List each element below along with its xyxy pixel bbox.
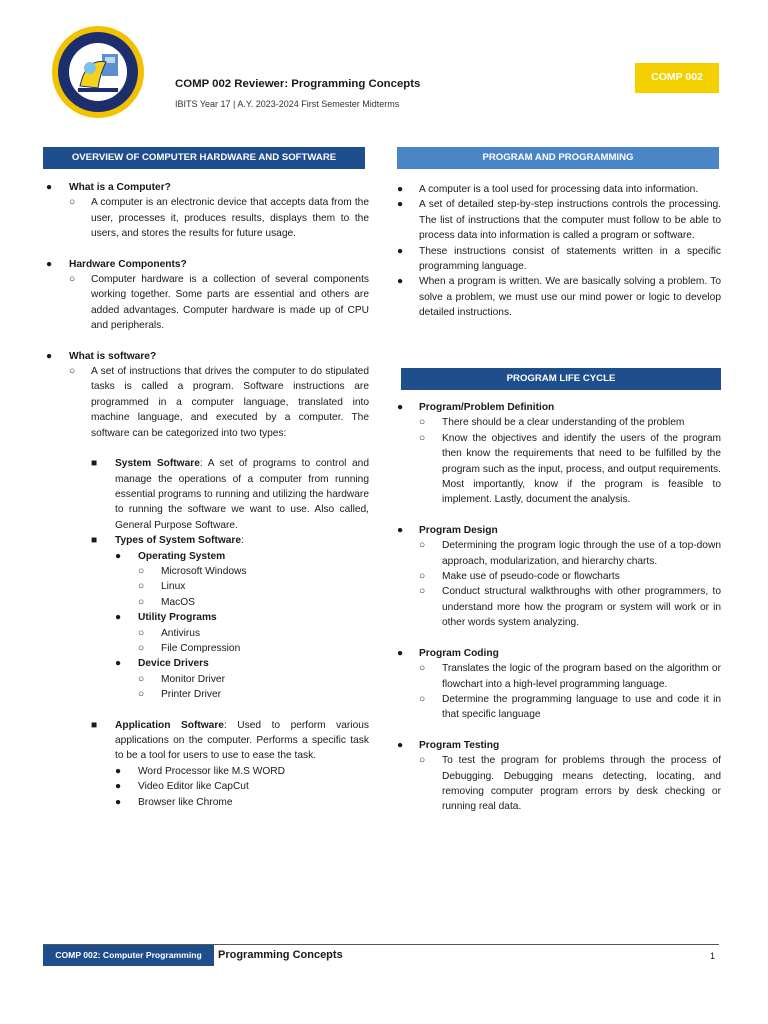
circle-bullet-icon: ○ (419, 663, 426, 675)
list-item (43, 764, 369, 779)
list-item (43, 641, 369, 656)
application-item: Video Editor like CapCut (138, 781, 249, 793)
document-subtitle: IBITS Year 17 | A.Y. 2023-2024 First Semester Midterms (175, 99, 400, 109)
stage-item: To test the program for problems through the process of Debugging. Debugging means detecting, locating, and removing computer program errors by desk checking or running real data. (442, 755, 721, 813)
footer-title: Programming Concepts (218, 949, 343, 961)
list-item (397, 182, 721, 197)
os-item: Microsoft Windows (161, 565, 247, 577)
footer-course-tag: COMP 002: Computer Programming (43, 945, 214, 966)
circle-bullet-icon: ○ (419, 571, 426, 583)
square-bullet-icon: ■ (91, 458, 98, 470)
list-item (43, 456, 369, 533)
bullet-icon: ● (115, 658, 122, 670)
stage-item: Translates the logic of the program based on the algorithm or flowchart into a high-level programming language. (442, 663, 721, 690)
list-item (397, 692, 721, 723)
list-item (43, 672, 369, 687)
list-item (43, 364, 369, 441)
list-item (43, 595, 369, 610)
circle-bullet-icon: ○ (419, 432, 426, 444)
bullet-icon: ● (115, 781, 122, 793)
bullet-icon: ● (397, 402, 404, 413)
stage-title: Program/Problem Definition (419, 402, 555, 413)
application-software-text (115, 718, 369, 764)
application-item: Word Processor like M.S WORD (138, 765, 285, 777)
list-item (43, 687, 369, 702)
application-item: Browser like Chrome (138, 796, 233, 808)
application-software-label: Application Software (115, 719, 224, 731)
stage-title: Program Design (419, 524, 498, 536)
list-item (397, 569, 721, 584)
document-title: COMP 002 Reviewer: Programming Concepts (175, 78, 421, 90)
bullet-icon: ● (397, 739, 404, 751)
circle-bullet-icon: ○ (419, 417, 426, 429)
section-heading-lifecycle: PROGRAM LIFE CYCLE (401, 368, 721, 390)
list-item (43, 656, 369, 671)
bullet-icon: ● (46, 350, 53, 362)
list-item (397, 538, 721, 569)
program-bullet-text: When a program is written. We are basically solving a problem. To solve a problem, we must use our mind power or logic to develop detailed instructions. (419, 276, 721, 319)
bullet-icon: ● (46, 182, 53, 193)
bullet-icon: ● (397, 524, 404, 536)
bullet-icon: ● (46, 258, 53, 270)
program-bullet-text: A set of detailed step-by-step instructions controls the processing. The list of instructions that the computer must follow to be able to process data into information is called a program or software. (419, 199, 721, 242)
stage-title: Program Coding (419, 647, 499, 659)
circle-bullet-icon: ○ (138, 673, 145, 685)
types-label: Types of System Software (115, 535, 242, 547)
bullet-icon: ● (115, 765, 122, 777)
list-item (43, 349, 369, 364)
list-item (43, 564, 369, 579)
bullet-icon: ● (397, 276, 404, 288)
answer-text: A set of instructions that drives the computer to do stipulated tasks is called a program. Software instructions are programmed in a computer language, translated into machine language, and executed by a computer. The software can be categorized into two types: (91, 366, 369, 439)
list-item (397, 197, 721, 243)
program-bullet-text: A computer is a tool used for processing data into information. (419, 184, 699, 195)
stage-item: Make use of pseudo-code or flowcharts (442, 571, 620, 583)
system-software-text (115, 456, 369, 533)
list-item (43, 779, 369, 794)
stage-item: Conduct structural walkthroughs with other programmers, to understand more how the program or system will work or in other words system analyzing. (442, 586, 721, 629)
square-bullet-icon: ■ (91, 535, 98, 547)
list-item (397, 274, 721, 320)
circle-bullet-icon: ○ (69, 197, 76, 209)
bullet-icon: ● (397, 199, 404, 211)
overview-column (43, 180, 369, 810)
list-item (43, 610, 369, 625)
section-heading-overview: OVERVIEW OF COMPUTER HARDWARE AND SOFTWARE (43, 147, 365, 169)
list-item (397, 431, 721, 508)
stage-item: Determine the programming language to use and code it in that specific language (442, 693, 721, 721)
list-item (43, 579, 369, 594)
application-software-description: : Used to perform various applications on the computer. Performs a specific task to be a tool for users to use to ease the task. (115, 719, 369, 762)
system-software-label: System Software (115, 458, 200, 470)
list-item (397, 661, 721, 692)
list-item (397, 646, 721, 661)
list-item (397, 584, 721, 630)
question-title: What is a Computer? (69, 182, 171, 193)
square-bullet-icon: ■ (91, 719, 98, 731)
list-item (43, 718, 369, 764)
driver-item: Printer Driver (161, 689, 222, 701)
answer-text: A computer is an electronic device that accepts data from the user, processes it, produces results, displays them to the users, and stores the results for future usage. (91, 197, 369, 240)
answer-text: Computer hardware is a collection of several components working together. Some parts are essential and others are added advantages. Computer hardware is made up of CPU and peripherals. (91, 274, 369, 332)
list-item (43, 257, 369, 272)
question-title: Hardware Components? (69, 258, 187, 270)
list-item (43, 795, 369, 810)
institute-logo (50, 24, 146, 120)
bullet-icon: ● (397, 184, 404, 195)
program-column (397, 182, 721, 321)
os-item: Linux (161, 581, 186, 593)
stage-item: Know the objectives and identify the users of the program then know the requirements that need to be fulfilled by the program such as the input, process, and output requirements. Most importantly, know if the program is feasible to implement. Lastly, document the analysis. (442, 432, 721, 506)
stage-item: Determining the program logic through the use of a top-down approach, modularization, and hierarchy charts. (442, 540, 721, 567)
circle-bullet-icon: ○ (419, 540, 426, 552)
question-title: What is software? (69, 350, 157, 362)
driver-item: Monitor Driver (161, 673, 225, 685)
list-item (397, 753, 721, 815)
circle-bullet-icon: ○ (138, 581, 145, 593)
circle-bullet-icon: ○ (69, 274, 76, 286)
list-item (43, 272, 369, 334)
list-item (397, 523, 721, 538)
list-item (397, 415, 721, 430)
list-item (397, 738, 721, 753)
lifecycle-column (397, 400, 721, 815)
list-item (43, 533, 369, 548)
circle-bullet-icon: ○ (419, 755, 426, 767)
list-item (43, 195, 369, 241)
circle-bullet-icon: ○ (138, 627, 145, 639)
list-item (43, 549, 369, 564)
circle-bullet-icon: ○ (138, 642, 145, 654)
os-label: Operating System (138, 550, 226, 562)
stage-item: There should be a clear understanding of the problem (442, 417, 685, 429)
list-item (397, 244, 721, 275)
program-bullet-text: These instructions consist of statements written in a specific programming language. (419, 245, 721, 273)
os-item: MacOS (161, 596, 195, 608)
circle-bullet-icon: ○ (69, 366, 76, 378)
circle-bullet-icon: ○ (419, 586, 426, 598)
circle-bullet-icon: ○ (138, 689, 145, 701)
page-number: 1 (710, 951, 716, 961)
list-item (43, 180, 369, 195)
bullet-icon: ● (115, 796, 122, 808)
circle-bullet-icon: ○ (138, 596, 145, 608)
types-colon: : (241, 535, 244, 547)
drivers-label: Device Drivers (138, 658, 209, 670)
section-heading-program: PROGRAM AND PROGRAMMING (397, 147, 719, 169)
utility-label: Utility Programs (138, 612, 217, 624)
course-badge: COMP 002 (635, 63, 719, 93)
bullet-icon: ● (115, 550, 122, 562)
utility-item: Antivirus (161, 627, 201, 639)
utility-item: File Compression (161, 642, 241, 654)
circle-bullet-icon: ○ (138, 565, 145, 577)
list-item (43, 626, 369, 641)
bullet-icon: ● (397, 245, 404, 257)
bullet-icon: ● (397, 647, 404, 659)
stage-title: Program Testing (419, 739, 500, 751)
system-software-description: : A set of programs to control and manage the operations of a computer from running essential programs to running and utilizing the hardware to running the software we want to use. Also called, General Purpose Software. (115, 458, 369, 531)
list-item (397, 400, 721, 415)
circle-bullet-icon: ○ (419, 693, 426, 705)
bullet-icon: ● (115, 612, 122, 624)
